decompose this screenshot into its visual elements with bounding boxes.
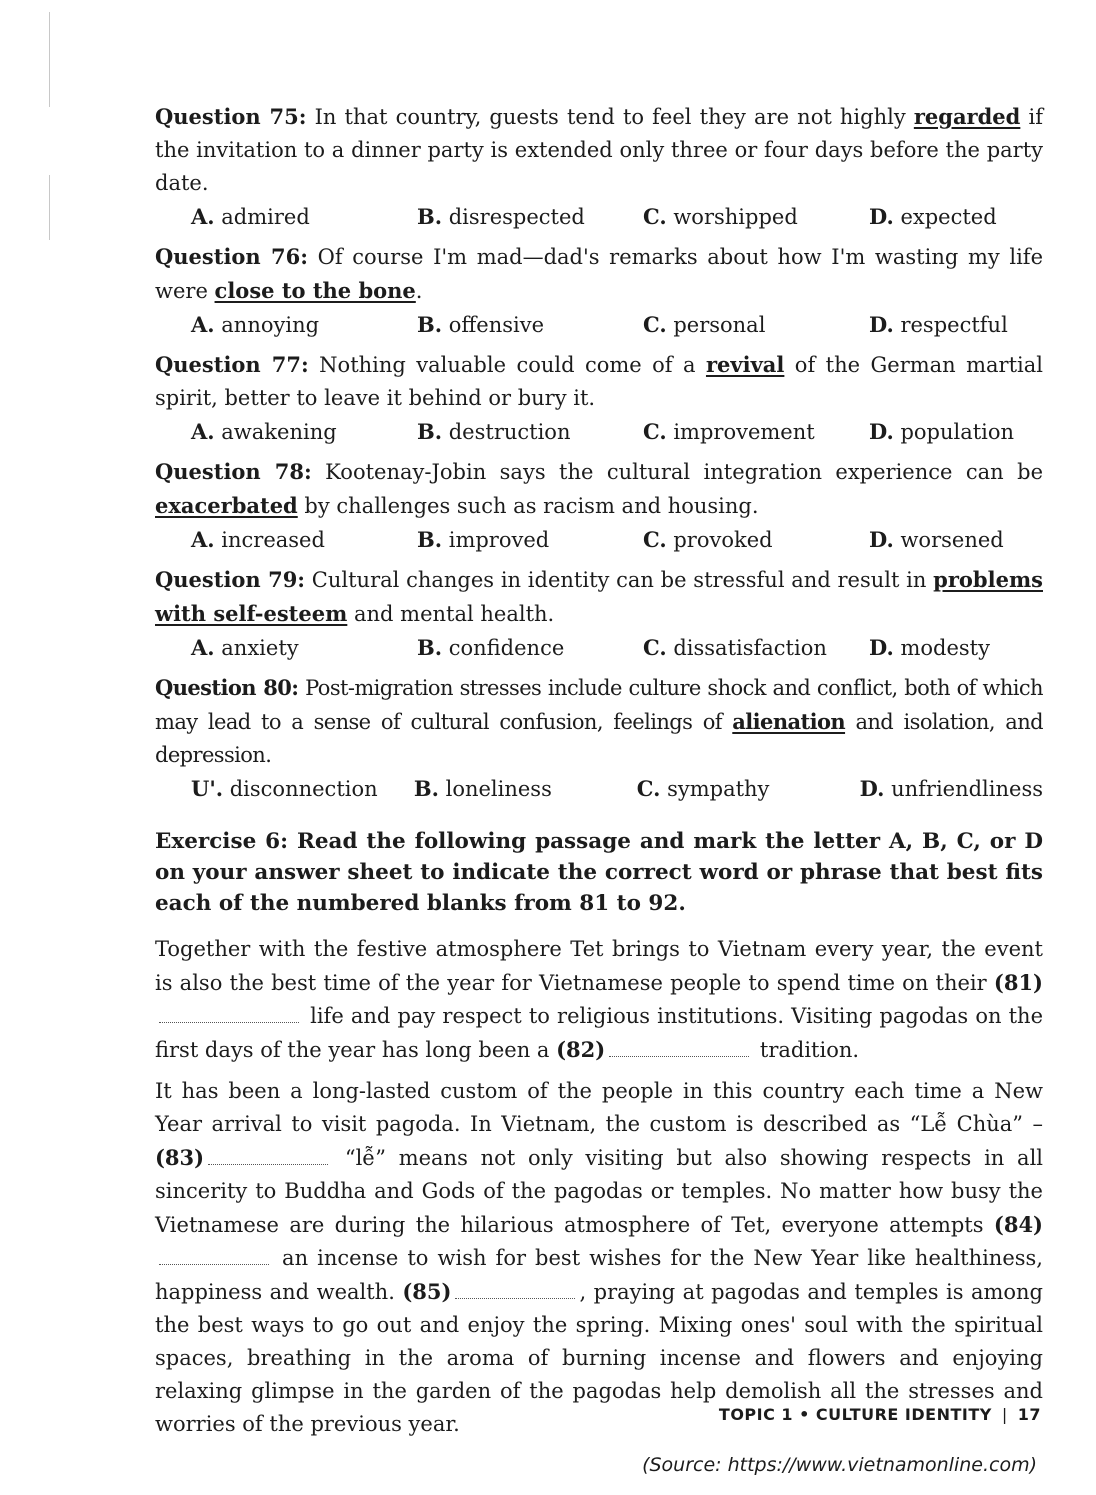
blank-line[interactable]	[159, 1263, 269, 1265]
option-c[interactable]: C. provoked	[643, 527, 773, 552]
option-b[interactable]: B. loneliness	[413, 776, 552, 801]
option-a[interactable]: A. admired	[191, 204, 310, 229]
question-stem	[155, 455, 1043, 523]
passage-text: life and pay respect to religious institutions. Visiting pagodas on the first days of the year has long been a	[155, 1004, 1043, 1062]
question-text: Post-migration stresses include culture shock and conflict, both of which may lead to a sense of cultural confusion, feelings of	[155, 676, 1043, 734]
source-citation: (Source: https://www.vietnamonline.com)	[642, 1454, 1037, 1476]
option-a[interactable]: A. annoying	[191, 312, 320, 337]
passage-text: “lễ” means not only visiting but also showing respects in all sincerity to Buddha and Gods of the pagodas or temples. No matter how busy the Vietnamese are during the hilarious atmosphere of Tet, everyone attempts	[155, 1146, 1043, 1237]
option-a[interactable]: A. anxiety	[191, 635, 299, 660]
blank-line[interactable]	[609, 1055, 749, 1057]
underlined-word: alienation	[732, 709, 846, 734]
underlined-word: exacerbated	[155, 493, 298, 518]
passage-paragraph-2	[155, 1075, 1043, 1441]
question-text: if the invitation to a dinner party is extended only three or four days before the party date.	[155, 105, 1043, 195]
underlined-word: close to the bone	[214, 278, 416, 303]
option-c[interactable]: C. worshipped	[643, 204, 798, 229]
option-b[interactable]: B. confidence	[417, 635, 565, 660]
answer-options	[155, 631, 1043, 665]
blank-number: (84)	[993, 1212, 1043, 1237]
option-a[interactable]: U'. disconnection	[191, 776, 378, 801]
blank-line[interactable]	[455, 1297, 575, 1299]
page-footer	[719, 1405, 1041, 1424]
option-c[interactable]: C. dissatisfaction	[643, 635, 827, 660]
blank-number: (85)	[402, 1279, 452, 1304]
question-77	[155, 348, 1043, 449]
question-76	[155, 240, 1043, 342]
option-c[interactable]: C. personal	[643, 312, 766, 337]
passage-paragraph-1	[155, 933, 1043, 1067]
question-stem	[155, 348, 1043, 415]
answer-options	[155, 200, 1043, 234]
page-number: 17	[1017, 1405, 1041, 1424]
answer-options	[155, 772, 1043, 806]
underlined-word: revival	[705, 352, 785, 377]
question-text: and mental health.	[347, 602, 555, 626]
option-a[interactable]: A. increased	[191, 527, 325, 552]
question-label: Question 79:	[155, 567, 306, 592]
option-d[interactable]: D. respectful	[869, 312, 1008, 337]
question-text: In that country, guests tend to feel they are not highly	[306, 105, 914, 129]
underlined-word: regarded	[913, 104, 1021, 129]
passage-text: an incense to wish for best wishes for the New Year like healthiness, happiness and wealth.	[155, 1246, 1043, 1304]
question-text: Cultural changes in identity can be stressful and result in	[305, 568, 934, 592]
page-content	[155, 100, 1043, 1482]
passage-text: , praying at pagodas and temples is among the best ways to go out and enjoy the spring. Mixing ones' soul with the spiritual spaces, breathing in the aroma of burning incense and flowers and enjoying relaxing glimpse in the garden of the pagodas help demolish all the stresses and worries of the previous year.	[155, 1280, 1043, 1436]
answer-options	[155, 523, 1043, 557]
question-label: Question 78:	[155, 459, 312, 484]
question-78	[155, 455, 1043, 557]
option-b[interactable]: B. disrespected	[417, 204, 585, 229]
question-text: .	[415, 279, 423, 303]
question-stem	[155, 240, 1043, 308]
option-a[interactable]: A. awakening	[191, 419, 337, 444]
question-label: Question 80:	[155, 675, 299, 700]
question-text: by challenges such as racism and housing.	[297, 494, 759, 518]
blank-number: (82)	[556, 1037, 606, 1062]
question-stem	[155, 563, 1043, 631]
underlined-word: problems with self-esteem	[155, 567, 1043, 626]
option-d[interactable]: D. modesty	[869, 635, 990, 660]
question-text: of the German martial spirit, better to leave it behind or bury it.	[155, 353, 1043, 410]
blank-number: (83)	[155, 1145, 205, 1170]
margin-mark	[49, 12, 50, 107]
footer-separator: |	[1001, 1405, 1008, 1424]
option-c[interactable]: C. sympathy	[636, 776, 770, 801]
answer-options	[155, 415, 1043, 449]
passage-text: It has been a long-lasted custom of the people in this country each time a New Year arrival to visit pagoda. In Vietnam, the custom is described as “Lễ Chùa” –	[155, 1079, 1043, 1136]
margin-mark	[49, 175, 50, 240]
blank-line[interactable]	[208, 1163, 328, 1165]
question-text: and isolation, and depression.	[155, 710, 1043, 767]
option-b[interactable]: B. improved	[417, 527, 550, 552]
question-label: Question 76:	[155, 244, 308, 269]
question-stem	[155, 671, 1043, 772]
exercise-heading: Exercise 6: Read the following passage and mark the letter A, B, C, or D on your answer sheet to indicate the correct word or phrase that best fits each of the numbered blanks from 81 to 92.	[155, 829, 1043, 916]
option-d[interactable]: D. population	[869, 419, 1015, 444]
question-label: Question 77:	[155, 352, 309, 377]
option-c[interactable]: C. improvement	[643, 419, 815, 444]
option-d[interactable]: D. unfriendliness	[859, 776, 1043, 801]
question-text: Of course I'm mad—dad's remarks about how I'm wasting my life were	[155, 245, 1044, 303]
question-text: Kootenay-Jobin says the cultural integration experience can be	[311, 460, 1043, 484]
answer-options	[155, 308, 1043, 342]
option-d[interactable]: D. worsened	[869, 527, 1004, 552]
passage-text: Together with the festive atmosphere Tet brings to Vietnam every year, the event is also the best time of the year for Vietnamese people to spend time on their	[155, 937, 1043, 995]
topic-label: TOPIC 1 • CULTURE IDENTITY	[718, 1405, 992, 1424]
option-b[interactable]: B. destruction	[417, 419, 571, 444]
option-d[interactable]: D. expected	[869, 204, 997, 229]
question-80	[155, 671, 1043, 806]
option-b[interactable]: B. offensive	[417, 312, 545, 337]
blank-line[interactable]	[159, 1021, 299, 1023]
question-79	[155, 563, 1043, 665]
question-text: Nothing valuable could come of a	[308, 353, 706, 377]
blank-number: (81)	[993, 970, 1043, 995]
question-label: Question 75:	[155, 104, 307, 129]
question-stem	[155, 100, 1043, 200]
passage-text: tradition.	[753, 1038, 860, 1062]
question-75	[155, 100, 1043, 234]
